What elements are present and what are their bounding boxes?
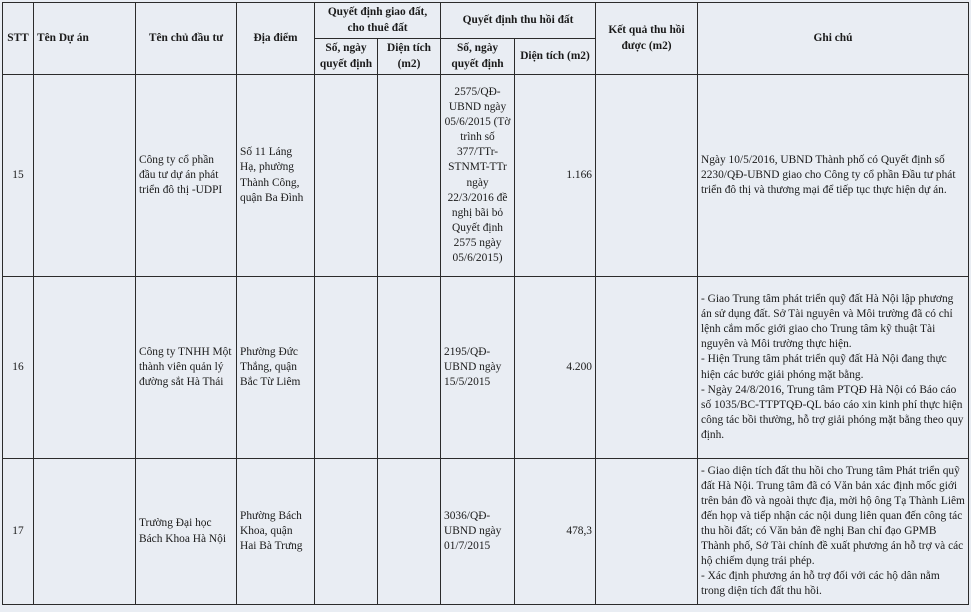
cell-ghi-chu: - Giao Trung tâm phát triển quỹ đất Hà Nội lập phương án sử dụng đất. Sở Tài nguyên và Môi trường đã có chỉ lệnh cắm mốc giới giao cho Trung tâm kỹ thuật Tài nguyên và Môi trường thực hiện. - Hiện Trung tâm phát triển quỹ đất Hà Nội đang thực hiện các bước giải phóng mặt bằng. - Ngày 24/8/2016, Trung tâm PTQĐ Hà Nội có Báo cáo số 1035/BC-TTPTQĐ-QL báo cáo xin kinh phí thực hiện công tác bồi thường, hỗ trợ giải phóng mặt bằng theo quy định.: [698, 277, 969, 459]
header-qd-thu-hoi: Quyết định thu hồi đất: [441, 3, 596, 39]
cell-dia-diem: Phường Bách Khoa, quận Hai Bà Trưng: [237, 459, 315, 605]
cell-giao-so-ngay: [315, 459, 378, 605]
cell-chu-dau-tu: Công ty TNHH Một thành viên quản lý đường sắt Hà Thái: [136, 277, 237, 459]
cell-chu-dau-tu: Trường Đại học Bách Khoa Hà Nội: [136, 459, 237, 605]
cell-giao-dien-tich: [378, 459, 441, 605]
cell-ghi-chu: Ngày 10/5/2016, UBND Thành phố có Quyết định số 2230/QĐ-UBND giao cho Công ty cổ phần Đầu tư phát triển đô thị và thương mại để tiếp tục thực hiện dự án.: [698, 75, 969, 277]
cell-ket-qua: [596, 277, 698, 459]
cell-giao-so-ngay: [315, 277, 378, 459]
cell-thu-hoi-dien-tich: 478,3: [515, 459, 596, 605]
header-row-1: [3, 3, 969, 39]
header-stt: STT: [3, 3, 34, 75]
cell-ket-qua: [596, 459, 698, 605]
header-thu-hoi-so-ngay: Số, ngày quyết định: [441, 39, 515, 75]
cell-thu-hoi-so-ngay: 3036/QĐ-UBND ngày 01/7/2015: [441, 459, 515, 605]
header-thu-hoi-dien-tich: Diện tích (m2): [515, 39, 596, 75]
cell-ten-du-an: [34, 75, 136, 277]
cell-dia-diem: Số 11 Láng Hạ, phường Thành Công, quận Ba Đình: [237, 75, 315, 277]
header-giao-dien-tich: Diện tích (m2): [378, 39, 441, 75]
table-row: [3, 75, 969, 277]
cell-stt: 17: [3, 459, 34, 605]
header-giao-so-ngay: Số, ngày quyết định: [315, 39, 378, 75]
cell-giao-dien-tich: [378, 75, 441, 277]
land-recovery-table: [2, 2, 969, 605]
cell-thu-hoi-so-ngay: 2575/QĐ-UBND ngày 05/6/2015 (Tờ trình số 377/TTr-STNMT-TTr ngày 22/3/2016 đề nghị bãi bỏ Quyết định 2575 ngày 05/6/2015): [441, 75, 515, 277]
cell-stt: 15: [3, 75, 34, 277]
cell-chu-dau-tu: Công ty cổ phần đầu tư dự án phát triển đô thị -UDPI: [136, 75, 237, 277]
cell-thu-hoi-dien-tich: 1.166: [515, 75, 596, 277]
cell-ten-du-an: [34, 459, 136, 605]
header-dia-diem: Địa điểm: [237, 3, 315, 75]
cell-dia-diem: Phường Đức Thắng, quận Bắc Từ Liêm: [237, 277, 315, 459]
cell-thu-hoi-so-ngay: 2195/QĐ-UBND ngày 15/5/2015: [441, 277, 515, 459]
table-row: [3, 459, 969, 605]
header-qd-giao-dat: Quyết định giao đất, cho thuê đất: [315, 3, 441, 39]
cell-ghi-chu: - Giao diện tích đất thu hồi cho Trung tâm Phát triển quỹ đất Hà Nội. Trung tâm đã có Văn bản xác định mốc giới trên bản đồ và ngoài thực địa, mời hộ ông Tạ Thành Liêm đến họp và tiếp nhận các nội dung liên quan đến công tác thu hồi đất; có Văn bản đề nghị Ban chỉ đạo GPMB Thành phố, Sở Tài chính đề xuất phương án hỗ trợ và các hộ chiếm dụng trái phép. - Xác định phương án hỗ trợ đối với các hộ dân nằm trong diện tích đất thu hồi.: [698, 459, 969, 605]
header-ghi-chu: Ghi chú: [698, 3, 969, 75]
cell-thu-hoi-dien-tich: 4.200: [515, 277, 596, 459]
table-row: [3, 277, 969, 459]
header-ten-chu-dau-tu: Tên chủ đầu tư: [136, 3, 237, 75]
cell-stt: 16: [3, 277, 34, 459]
cell-giao-so-ngay: [315, 75, 378, 277]
header-ket-qua: Kết quả thu hồi được (m2): [596, 3, 698, 75]
header-ten-du-an: Tên Dự án: [34, 3, 136, 75]
cell-ten-du-an: [34, 277, 136, 459]
cell-ket-qua: [596, 75, 698, 277]
cell-giao-dien-tich: [378, 277, 441, 459]
